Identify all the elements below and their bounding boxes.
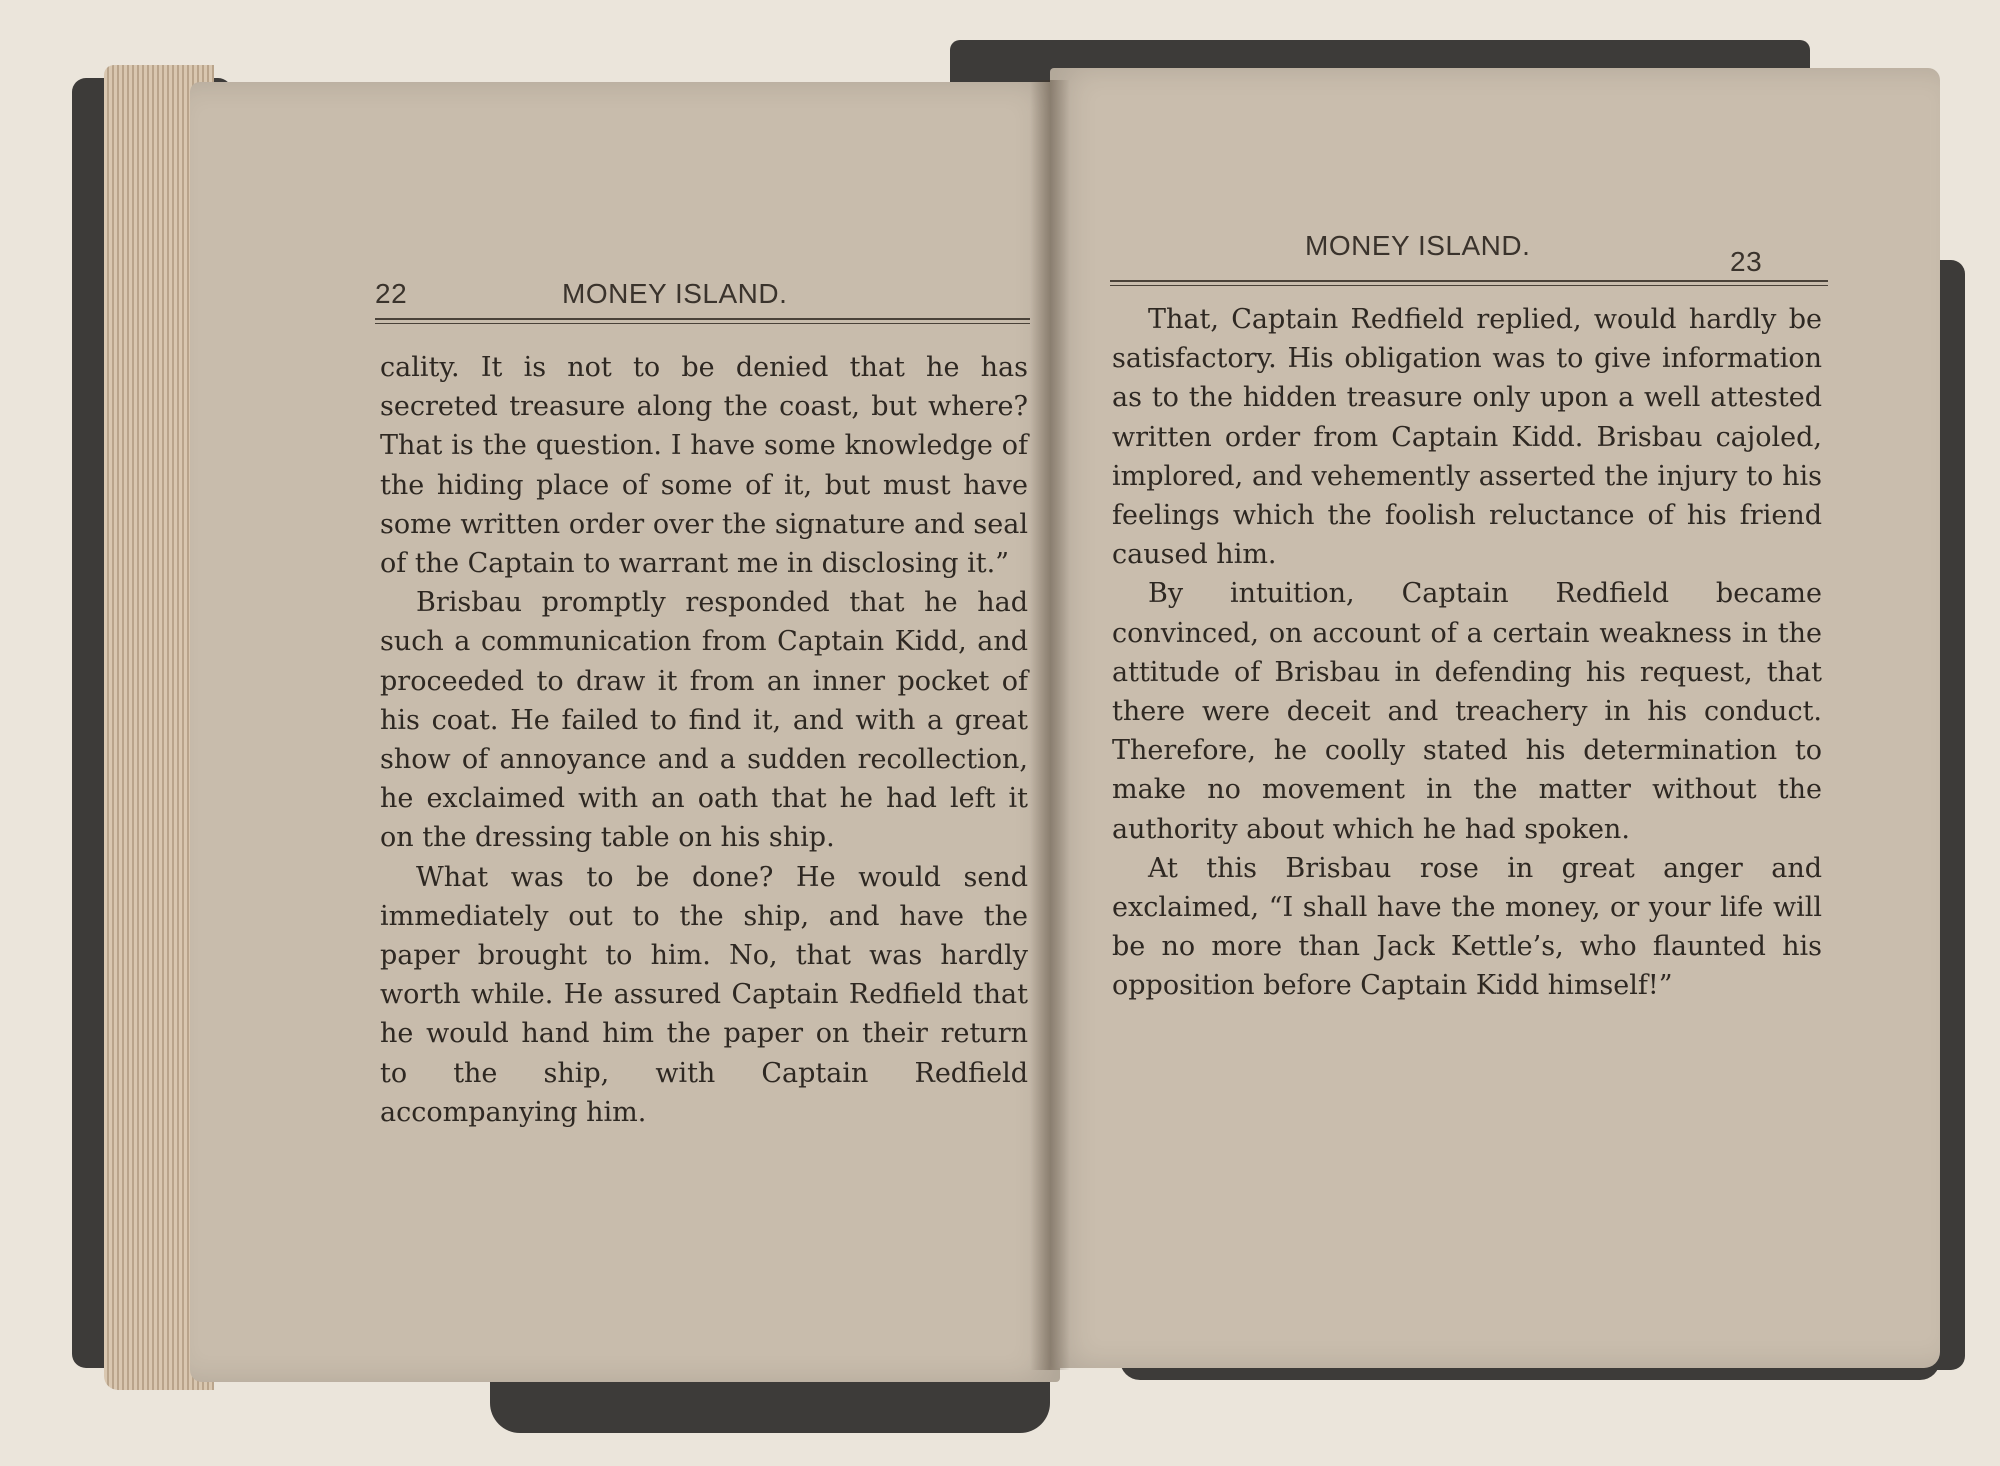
right-paragraph-1: That, Captain Redfield replied, would hardly be satisfactory. His obligation was to give information as to the hidden treasure only upon a well attested written order from Captain Kidd. Brisbau cajoled, implored, and vehemently asserted the injury to his feelings which the foolish reluctance of his friend caused him. <box>1112 304 1822 571</box>
left-page-body <box>380 348 1028 1132</box>
left-page <box>190 82 1060 1382</box>
left-header-rule <box>375 318 1030 324</box>
left-page-header-title: MONEY ISLAND. <box>562 278 788 309</box>
left-paragraph-1: cality. It is not to be denied that he has secreted treasure along the coast, but where? That is the question. I have some knowledge of the hiding place of some of it, but must have some written order over the signature and seal of the Captain to warrant me in disclosing it.” <box>380 352 1028 580</box>
right-page <box>1050 68 1940 1368</box>
left-paragraph-2: Brisbau promptly responded that he had such a communication from Captain Kidd, and proceeded to draw it from an inner pocket of his coat. He failed to find it, and with a great show of annoyance and a sudden recollection, he exclaimed with an oath that he had left it on the dressing table on his ship. <box>380 587 1028 854</box>
right-page-number: 23 <box>1730 246 1763 277</box>
right-page-body <box>1112 300 1822 1006</box>
right-page-header-title: MONEY ISLAND. <box>1305 230 1531 261</box>
right-paragraph-3: At this Brisbau rose in great anger and exclaimed, “I shall have the money, or your life will be no more than Jack Kettle’s, who flaunted his opposition before Captain Kidd himself!” <box>1112 852 1822 1002</box>
left-page-number: 22 <box>375 278 408 309</box>
spine-gutter <box>1030 80 1070 1370</box>
left-paragraph-3: What was to be done? He would send immediately out to the ship, and have the paper brought to him. No, that was hardly worth while. He assured Captain Redfield that he would hand him the paper on their return to the ship, with Captain Redfield accompanying him. <box>380 861 1028 1128</box>
right-paragraph-2: By intuition, Captain Redfield became convinced, on account of a certain weakness in the attitude of Brisbau in defending his request, that there were deceit and treachery in his conduct. Therefore, he coolly stated his determination to make no movement in the matter without the authority about which he had spoken. <box>1112 578 1822 845</box>
right-header-rule <box>1110 280 1828 286</box>
